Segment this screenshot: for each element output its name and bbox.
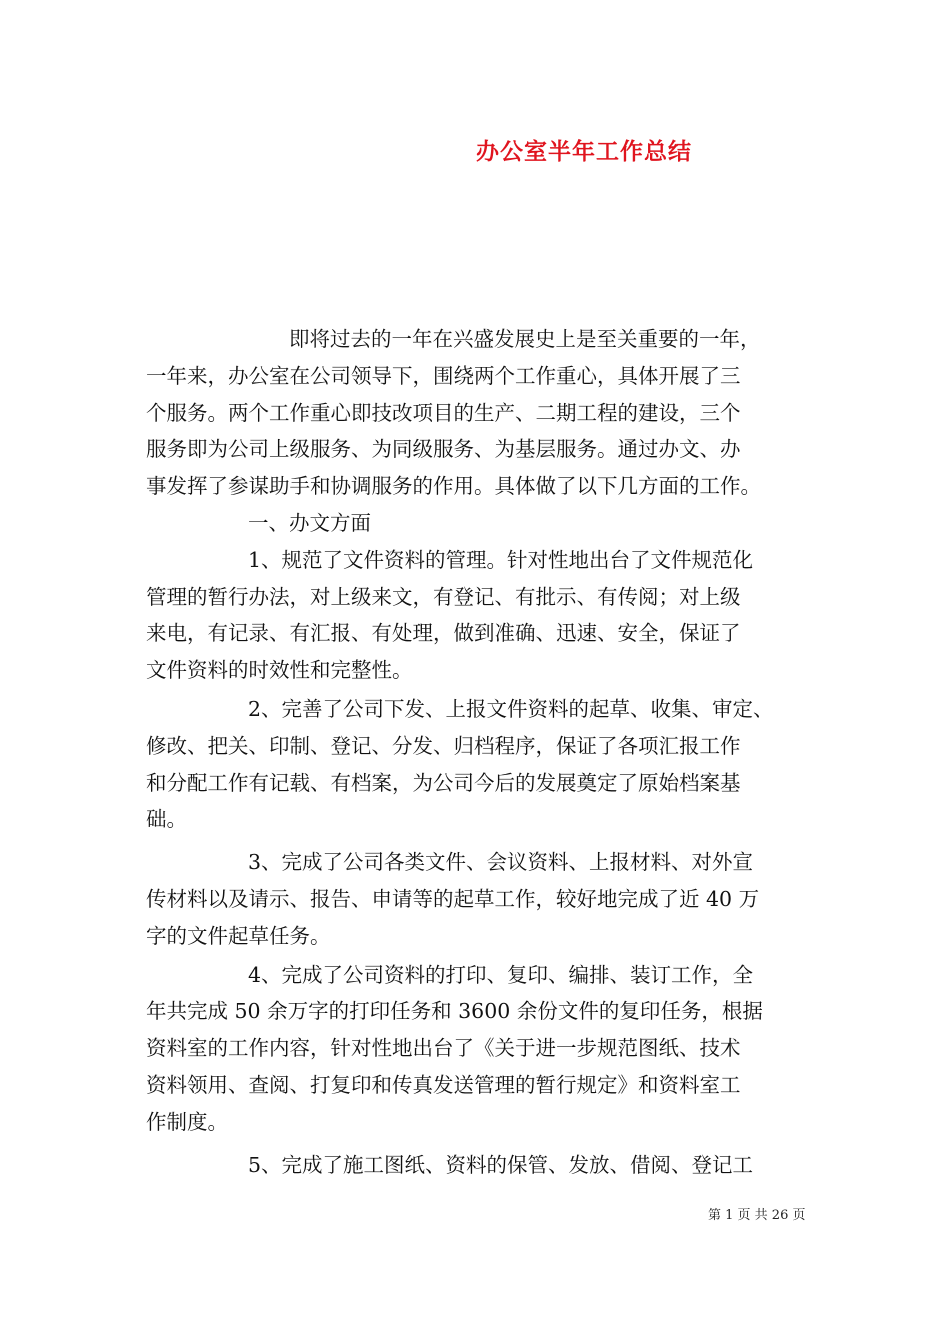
page-number: 第 1 页 共 26 页: [708, 1208, 806, 1223]
section-heading: [146, 505, 806, 542]
text-line: 3、完成了公司各类文件、会议资料、上报材料、对外宣: [248, 850, 754, 875]
document-title: 办公室半年工作总结: [476, 138, 692, 165]
paragraph-item-4: [146, 957, 806, 1141]
text-line: 事发挥了参谋助手和协调服务的作用。具体做了以下几方面的工作。: [146, 474, 761, 499]
text-line: 4、完成了公司资料的打印、复印、编排、装订工作，全: [248, 962, 754, 987]
text-line: 文件资料的时效性和完整性。: [146, 658, 413, 683]
text-line: 和分配工作有记载、有档案，为公司今后的发展奠定了原始档案基: [146, 770, 741, 795]
paragraph-intro: [146, 321, 806, 505]
text-line: 一、办文方面: [248, 510, 371, 535]
text-line: 管理的暂行办法，对上级来文，有登记、有批示、有传阅；对上级: [146, 584, 741, 609]
text-line: 2、完善了公司下发、上报文件资料的起草、收集、审定、: [248, 696, 774, 721]
text-line: 服务即为公司上级服务、为同级服务、为基层服务。通过办文、办: [146, 437, 741, 462]
text-line: 来电，有记录、有汇报、有处理，做到准确、迅速、安全，保证了: [146, 621, 741, 646]
text-line: 传材料以及请示、报告、申请等的起草工作，较好地完成了近 40 万: [146, 886, 760, 911]
paragraph-item-5: [146, 1147, 806, 1184]
text-line: 础。: [146, 807, 187, 832]
text-line: 资料领用、查阅、打复印和传真发送管理的暂行规定》和资料室工: [146, 1072, 741, 1097]
text-line: 个服务。两个工作重心即技改项目的生产、二期工程的建设，三个: [146, 400, 741, 425]
text-line: 字的文件起草任务。: [146, 923, 331, 948]
text-line: 一年来，办公室在公司领导下，围绕两个工作重心，具体开展了三: [146, 363, 741, 388]
paragraph-item-2: [146, 691, 806, 838]
text-line: 1、规范了文件资料的管理。针对性地出台了文件规范化: [248, 547, 754, 572]
document-body: [146, 321, 806, 1183]
text-line: 作制度。: [146, 1109, 228, 1134]
text-line: 即将过去的一年在兴盛发展史上是至关重要的一年，: [289, 327, 761, 351]
text-line: 年共完成 50 余万字的打印任务和 3600 余份文件的复印任务，根据: [146, 999, 763, 1024]
text-line: 5、完成了施工图纸、资料的保管、发放、借阅、登记工: [248, 1152, 754, 1177]
text-line: 资料室的工作内容，针对性地出台了《关于进一步规范图纸、技术: [146, 1036, 741, 1061]
text-line: 修改、把关、印制、登记、分发、归档程序，保证了各项汇报工作: [146, 733, 741, 758]
paragraph-item-1: [146, 542, 806, 689]
paragraph-item-3: [146, 844, 806, 954]
